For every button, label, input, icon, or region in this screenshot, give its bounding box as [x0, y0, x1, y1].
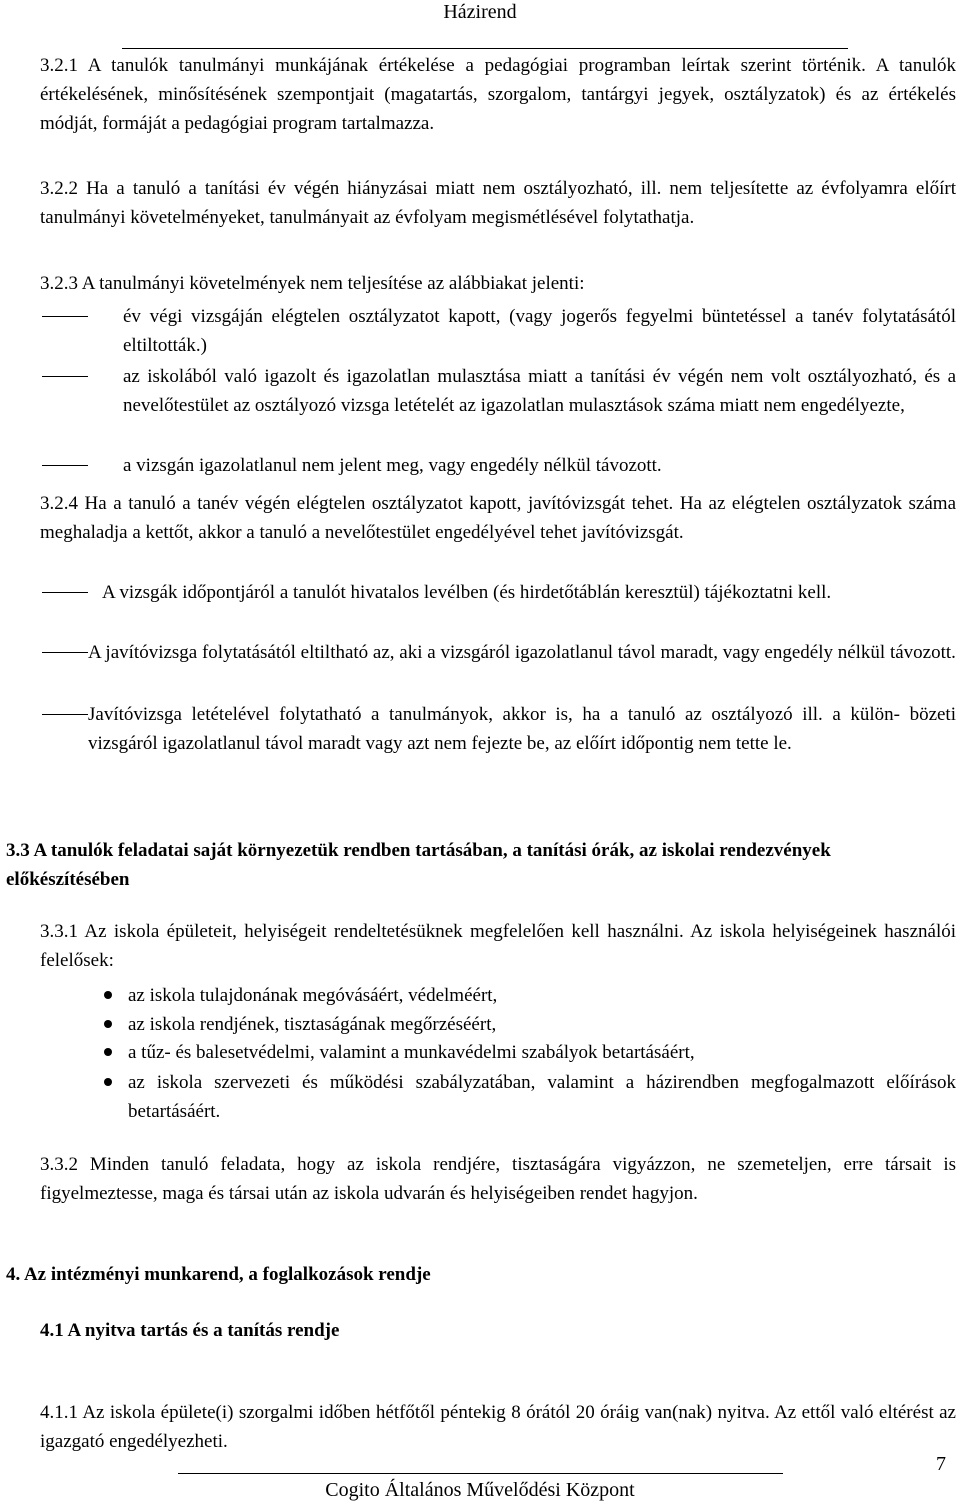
- list-item: az iskolából való igazolt és igazolatlan mulasztása miatt a tanítási év végén nem volt osztályozható, és a nevelőtestület az osztályozó vizsga letételét az igazolatlan mulasztások száma miatt nem engedélyezte,: [123, 366, 956, 416]
- paragraph-3-3-1: 3.3.1 Az iskola épületeit, helyiségeit rendeltetésüknek megfelelően kell használni. Az iskola helyiségeinek használói felelősek:: [40, 921, 956, 971]
- dash-marker: [42, 465, 88, 466]
- header-divider: [122, 48, 848, 49]
- dash-marker: [42, 714, 88, 715]
- list-item: Javítóvizsga letételével folytatható a tanulmányok, akkor is, ha a tanuló az osztályozó ill. a külön- bözeti vizsgáról igazolatlanul távol maradt vagy azt nem fejezte be, az előírt időpontig nem tette le.: [88, 704, 956, 754]
- footer-divider: [178, 1473, 783, 1474]
- section-heading-4: 4. Az intézményi munkarend, a foglalkozások rendje: [6, 1264, 431, 1285]
- bullet-marker: [104, 1048, 112, 1056]
- dash-marker: [42, 652, 88, 653]
- dash-marker: [42, 316, 88, 317]
- dash-marker: [42, 376, 88, 377]
- list-item: az iskola szervezeti és működési szabályzatában, valamint a házirendben megfogalmazott előírások betartásáért.: [128, 1072, 956, 1122]
- dash-marker: [42, 592, 88, 593]
- bullet-marker: [104, 991, 112, 999]
- bullet-marker: [104, 1078, 112, 1086]
- list-item: az iskola rendjének, tisztaságának megőrzéséért,: [128, 1014, 497, 1035]
- page-header-title: Házirend: [443, 1, 517, 23]
- paragraph-3-3-2: 3.3.2 Minden tanuló feladata, hogy az iskola rendjére, tisztaságára vigyázzon, ne szemeteljen, erre társait is figyelmeztesse, maga és társai után az iskola udvarán és helyiségeiben rendet hagyjon.: [40, 1154, 956, 1204]
- bullet-marker: [104, 1020, 112, 1028]
- paragraph-3-2-4: 3.2.4 Ha a tanuló a tanév végén elégtelen osztályzatot kapott, javítóvizsgát tehet. Ha az elégtelen osztályzatok száma meghaladja a kettőt, akkor a tanuló a nevelőtestület engedélyével tehet javítóvizsgát.: [40, 493, 956, 543]
- page-number: 7: [936, 1453, 946, 1475]
- section-heading-4-1: 4.1 A nyitva tartás és a tanítás rendje: [40, 1320, 340, 1341]
- paragraph-3-2-2: 3.2.2 Ha a tanuló a tanítási év végén hiányzásai miatt nem osztályozható, ill. nem teljesítette az évfolyamra előírt tanulmányi követelményeket, tanulmányait az évfolyam megismétlésével folytathatja.: [40, 178, 956, 228]
- list-item: A vizsgák időpontjáról a tanulót hivatalos levélben (és hirdetőtáblán keresztül) tájékoztatni kell.: [102, 582, 832, 603]
- list-item: a tűz- és balesetvédelmi, valamint a munkavédelmi szabályok betartásáért,: [128, 1042, 695, 1063]
- paragraph-3-2-1: 3.2.1 A tanulók tanulmányi munkájának értékelése a pedagógiai programban leírtak szerint történik. A tanulók értékelésének, minősítésének szempontjait (magatartás, szorgalom, tantárgyi jegyek, osztályzatok) és az értékelés módját, formáját a pedagógiai program tartalmazza.: [40, 55, 956, 134]
- list-item: A javítóvizsga folytatásától eltiltható az, aki a vizsgáról igazolatlanul távol maradt, vagy engedély nélkül távozott.: [88, 642, 956, 663]
- list-item: a vizsgán igazolatlanul nem jelent meg, vagy engedély nélkül távozott.: [123, 455, 662, 476]
- list-item: az iskola tulajdonának megóvásáért, védelméért,: [128, 985, 498, 1006]
- section-heading-3-3: 3.3 A tanulók feladatai saját környezetük rendben tartásában, a tanítási órák, az iskolai rendezvények előkészítésében: [6, 840, 831, 890]
- footer-institution: Cogito Általános Művelődési Központ: [325, 1479, 635, 1501]
- list-item: év végi vizsgáján elégtelen osztályzatot kapott, (vagy jogerős fegyelmi büntetéssel a tanév folytatásától eltiltották.): [123, 306, 956, 356]
- paragraph-4-1-1: 4.1.1 Az iskola épülete(i) szorgalmi időben hétfőtől péntekig 8 órától 20 óráig van(nak) nyitva. Az ettől való eltérést az igazgató engedélyezheti.: [40, 1402, 956, 1452]
- paragraph-3-2-3-intro: 3.2.3 A tanulmányi követelmények nem teljesítése az alábbiakat jelenti:: [40, 273, 585, 294]
